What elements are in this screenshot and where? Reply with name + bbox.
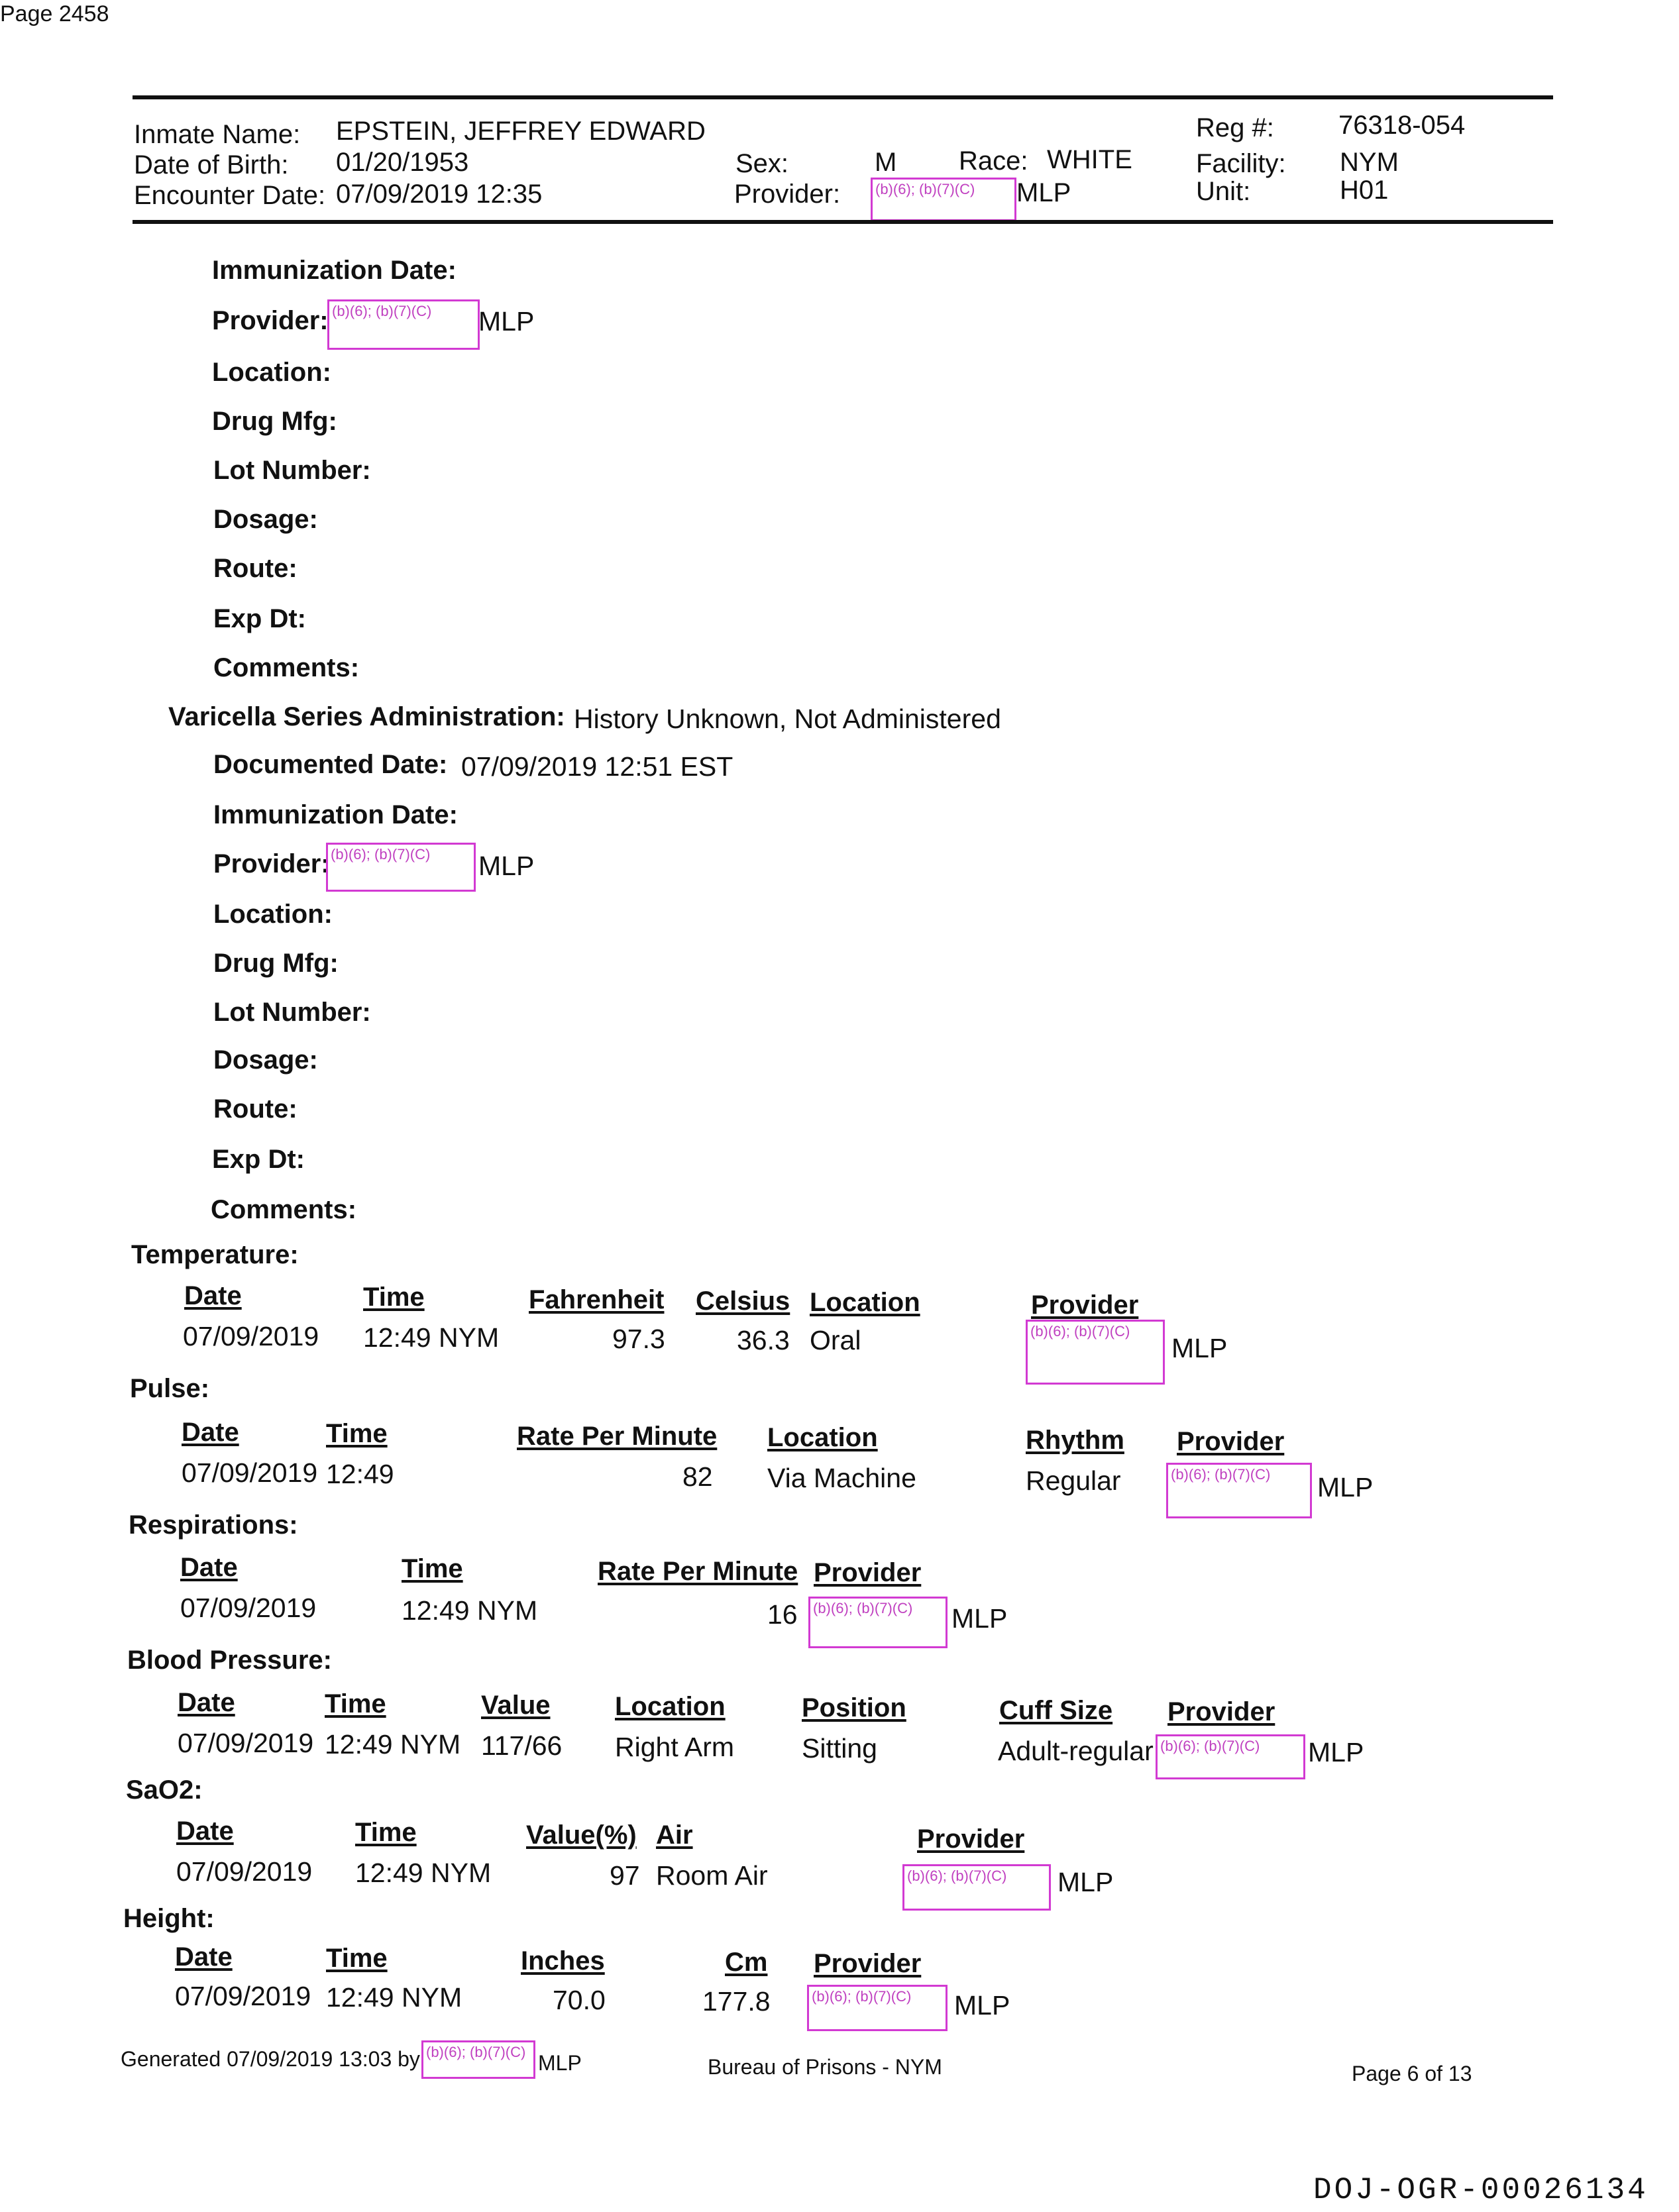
redaction-code: (b)(6); (b)(7)(C) <box>812 1988 912 2005</box>
redaction-box <box>327 299 480 350</box>
varicella-location: Location: <box>213 900 333 929</box>
imm1-dosage: Dosage: <box>213 505 318 534</box>
pulse-header-rate: Rate Per Minute <box>517 1422 718 1451</box>
bp-header-cuff-size: Cuff Size <box>999 1696 1113 1725</box>
pulse-header-date: Date <box>182 1418 239 1447</box>
height-header-provider: Provider <box>814 1949 922 1978</box>
temperature-celsius: 36.3 <box>737 1325 790 1355</box>
dob: 01/20/1953 <box>336 148 469 177</box>
varicella-provider-label: Provider: <box>213 849 330 878</box>
race: WHITE <box>1047 145 1132 174</box>
temperature-header-fahrenheit: Fahrenheit <box>529 1285 665 1314</box>
respirations-date: 07/09/2019 <box>180 1593 317 1623</box>
height-provider-suffix: MLP <box>954 1990 1010 2021</box>
height-header-inches: Inches <box>521 1946 605 1975</box>
facility-label: Facility: <box>1196 149 1286 178</box>
bp-date: 07/09/2019 <box>178 1728 314 1758</box>
reg-label: Reg #: <box>1196 113 1274 142</box>
encounter-date: 07/09/2019 12:35 <box>336 180 543 209</box>
header-top-rule <box>133 95 1553 99</box>
unit: H01 <box>1340 176 1389 205</box>
sex: M <box>875 148 897 177</box>
height-inches: 70.0 <box>553 1985 606 2015</box>
pulse-rate: 82 <box>682 1461 713 1492</box>
bp-time: 12:49 NYM <box>325 1729 461 1760</box>
redaction-code: (b)(6); (b)(7)(C) <box>875 181 975 197</box>
respirations-provider-suffix: MLP <box>951 1603 1008 1634</box>
redaction-code: (b)(6); (b)(7)(C) <box>907 1868 1007 1884</box>
redaction-code: (b)(6); (b)(7)(C) <box>332 303 432 319</box>
bp-cuff-size: Adult-regular <box>998 1736 1154 1766</box>
varicella-exp-dt: Exp Dt: <box>212 1145 305 1174</box>
respirations-time: 12:49 NYM <box>402 1595 538 1626</box>
race-label: Race: <box>959 146 1028 176</box>
varicella-provider-suffix: MLP <box>478 851 535 881</box>
temperature-date: 07/09/2019 <box>183 1321 319 1351</box>
header-bottom-rule <box>133 220 1553 224</box>
bp-position: Sitting <box>802 1733 877 1764</box>
temperature-header-date: Date <box>184 1281 242 1310</box>
sao2-provider-suffix: MLP <box>1057 1867 1114 1897</box>
temperature-header-provider: Provider <box>1031 1290 1139 1320</box>
temperature-title: Temperature: <box>131 1240 299 1269</box>
varicella-label: Varicella Series Administration: <box>168 702 565 731</box>
redaction-code: (b)(6); (b)(7)(C) <box>1171 1466 1271 1483</box>
temperature-header-location: Location <box>810 1288 920 1317</box>
redaction-box <box>1026 1320 1165 1385</box>
bates-number: DOJ-OGR-00026134 <box>1313 2173 1649 2207</box>
imm1-route: Route: <box>213 554 298 583</box>
redaction-box <box>326 843 476 892</box>
height-header-date: Date <box>175 1942 233 1972</box>
sao2-header-time: Time <box>355 1818 417 1847</box>
bp-header-date: Date <box>178 1688 235 1717</box>
temperature-header-time: Time <box>363 1283 425 1312</box>
varicella-value: History Unknown, Not Administered <box>574 704 1001 734</box>
footer-generated: Generated 07/09/2019 13:03 by <box>121 2047 420 2071</box>
sao2-header-provider: Provider <box>917 1824 1025 1854</box>
imm1-provider-label: Provider: <box>212 306 329 335</box>
sao2-header-date: Date <box>176 1817 234 1846</box>
redaction-code: (b)(6); (b)(7)(C) <box>426 2044 526 2060</box>
sao2-title: SaO2: <box>126 1775 203 1805</box>
pulse-header-rhythm: Rhythm <box>1026 1426 1124 1455</box>
imm1-comments: Comments: <box>213 653 360 682</box>
page-label: Page 2458 <box>0 1 109 26</box>
footer-page-number: Page 6 of 13 <box>1352 2062 1472 2085</box>
varicella-dosage: Dosage: <box>213 1045 318 1075</box>
varicella-immunization-date: Immunization Date: <box>213 800 458 829</box>
redaction-box <box>1166 1463 1312 1518</box>
pulse-date: 07/09/2019 <box>182 1457 318 1488</box>
pulse-location: Via Machine <box>767 1463 916 1493</box>
provider-suffix: MLP <box>1016 178 1071 207</box>
height-header-cm: Cm <box>725 1948 768 1977</box>
redaction-code: (b)(6); (b)(7)(C) <box>813 1600 913 1616</box>
temperature-location: Oral <box>810 1325 861 1355</box>
encounter-date-label: Encounter Date: <box>134 181 326 210</box>
pulse-time: 12:49 <box>326 1459 394 1489</box>
pulse-header-time: Time <box>326 1419 388 1448</box>
height-title: Height: <box>123 1904 215 1933</box>
facility: NYM <box>1340 148 1399 177</box>
footer-generated-suffix: MLP <box>538 2051 582 2075</box>
respirations-title: Respirations: <box>129 1510 298 1540</box>
bp-value: 117/66 <box>481 1730 563 1761</box>
blood-pressure-title: Blood Pressure: <box>127 1646 332 1675</box>
temperature-time: 12:49 NYM <box>363 1322 500 1353</box>
redaction-box <box>808 1597 948 1648</box>
bp-header-provider: Provider <box>1167 1697 1275 1726</box>
pulse-rhythm: Regular <box>1026 1465 1121 1496</box>
redaction-box <box>421 2040 535 2079</box>
height-cm: 177.8 <box>702 1986 771 2017</box>
pulse-title: Pulse: <box>130 1374 210 1403</box>
redaction-box <box>871 178 1016 221</box>
redaction-box <box>902 1864 1051 1911</box>
reg-number: 76318-054 <box>1338 111 1466 140</box>
bp-header-location: Location <box>615 1692 726 1721</box>
imm1-location: Location: <box>212 358 331 387</box>
redaction-code: (b)(6); (b)(7)(C) <box>1030 1323 1130 1340</box>
temperature-provider-suffix: MLP <box>1171 1333 1228 1363</box>
pulse-header-location: Location <box>767 1423 878 1452</box>
height-header-time: Time <box>326 1944 388 1973</box>
respirations-header-date: Date <box>180 1553 238 1582</box>
inmate-name: EPSTEIN, JEFFREY EDWARD <box>336 117 706 146</box>
respirations-header-rate: Rate Per Minute <box>598 1557 798 1586</box>
imm1-provider-suffix: MLP <box>478 306 535 337</box>
height-time: 12:49 NYM <box>326 1982 462 2013</box>
imm1-exp-dt: Exp Dt: <box>213 604 306 633</box>
sao2-air: Room Air <box>656 1860 768 1891</box>
bp-header-position: Position <box>802 1693 906 1722</box>
documented-date: 07/09/2019 12:51 EST <box>461 751 733 782</box>
sao2-header-air: Air <box>656 1820 693 1850</box>
varicella-comments: Comments: <box>211 1195 357 1224</box>
redaction-box <box>807 1985 948 2031</box>
redaction-code: (b)(6); (b)(7)(C) <box>331 846 431 863</box>
temperature-header-celsius: Celsius <box>696 1287 790 1316</box>
sex-label: Sex: <box>735 149 789 178</box>
imm1-drug-mfg: Drug Mfg: <box>212 407 337 436</box>
sao2-date: 07/09/2019 <box>176 1856 313 1887</box>
height-date: 07/09/2019 <box>175 1981 311 2011</box>
respirations-header-provider: Provider <box>814 1558 922 1587</box>
bp-location: Right Arm <box>615 1732 734 1762</box>
pulse-header-provider: Provider <box>1177 1427 1285 1456</box>
bp-header-time: Time <box>325 1689 386 1718</box>
varicella-route: Route: <box>213 1094 298 1124</box>
unit-label: Unit: <box>1196 177 1251 206</box>
imm1-immunization-date: Immunization Date: <box>212 256 457 285</box>
footer-center: Bureau of Prisons - NYM <box>708 2055 942 2079</box>
bp-provider-suffix: MLP <box>1308 1737 1364 1767</box>
inmate-name-label: Inmate Name: <box>134 120 301 149</box>
sao2-time: 12:49 NYM <box>355 1858 492 1888</box>
respirations-header-time: Time <box>402 1554 463 1583</box>
redaction-box <box>1156 1734 1305 1779</box>
sao2-header-value: Value(%) <box>526 1820 637 1850</box>
sao2-value: 97 <box>610 1860 640 1891</box>
bp-header-value: Value <box>481 1691 551 1720</box>
redaction-code: (b)(6); (b)(7)(C) <box>1160 1738 1260 1754</box>
documented-date-label: Documented Date: <box>213 750 448 779</box>
varicella-drug-mfg: Drug Mfg: <box>213 949 339 978</box>
provider-label: Provider: <box>734 180 841 209</box>
pulse-provider-suffix: MLP <box>1317 1472 1374 1502</box>
respirations-rate: 16 <box>767 1599 798 1630</box>
dob-label: Date of Birth: <box>134 150 289 180</box>
varicella-lot-number: Lot Number: <box>213 998 371 1027</box>
temperature-fahrenheit: 97.3 <box>612 1324 665 1354</box>
imm1-lot-number: Lot Number: <box>213 456 371 485</box>
